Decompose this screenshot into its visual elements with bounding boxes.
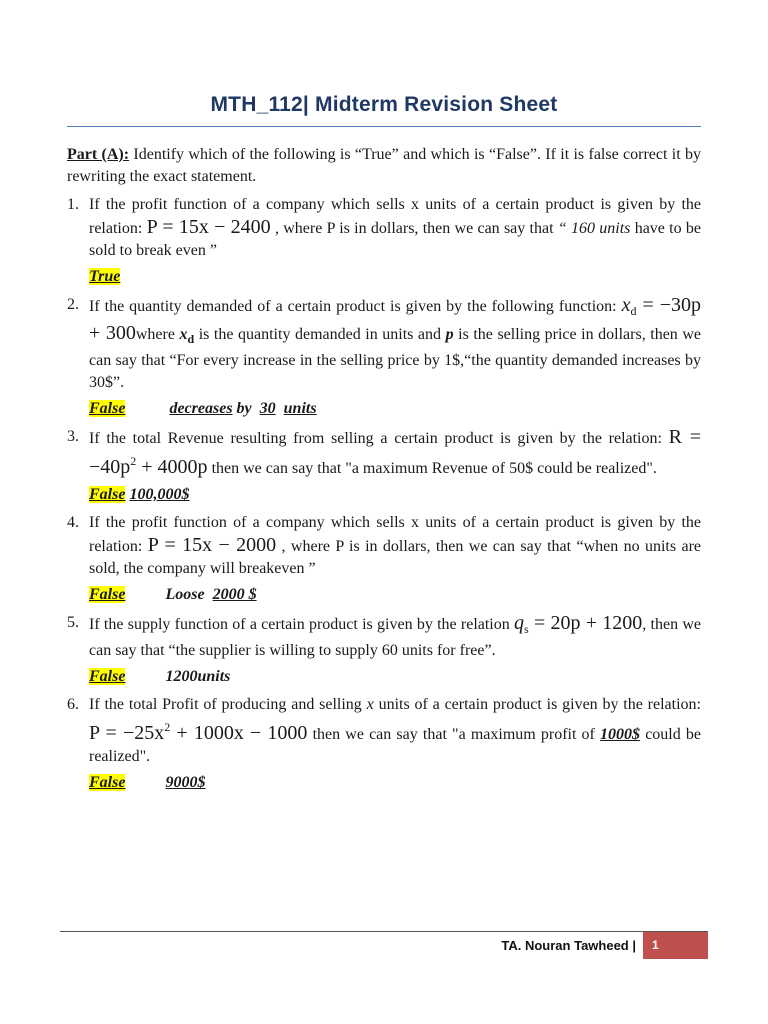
variable: x — [366, 696, 374, 713]
question-4 — [67, 512, 701, 580]
footer-author: TA. Nouran Tawheed | — [501, 938, 636, 953]
question-number: 4. — [67, 514, 79, 531]
correction-word: 2000 $ — [212, 586, 257, 603]
question-number: 5. — [67, 614, 79, 631]
correction-word: Loose — [165, 586, 205, 603]
answer-1 — [67, 266, 701, 288]
question-text: If the quantity demanded of a certain product is given by the following function: — [89, 298, 622, 315]
question-text: where — [135, 326, 180, 343]
answer-6 — [67, 772, 701, 794]
variable: x — [179, 326, 188, 343]
question-2 — [67, 294, 701, 394]
equation-part: + 1000x − 1000 — [170, 722, 308, 744]
question-number: 2. — [67, 296, 79, 313]
correction: 1200units — [165, 668, 231, 685]
answer-5 — [67, 666, 701, 688]
answer-label: False — [89, 774, 126, 791]
correction — [165, 586, 256, 603]
correction — [165, 400, 316, 417]
footer-divider — [60, 931, 708, 932]
variable-subscript: d — [187, 332, 195, 346]
question-text: If the profit function of a company which sells x units of a certain product is given by the relation: — [89, 196, 701, 237]
equation-variable: q — [514, 612, 525, 634]
question-text: If the profit function of a company which sells x units of a certain product is given by the relation: — [89, 514, 701, 555]
question-text: could be realized". — [89, 726, 701, 765]
equation-superscript: 2 — [130, 454, 137, 468]
question-emphasis: 1000$ — [600, 726, 641, 743]
document-body — [67, 144, 701, 800]
question-text: , then we can say that “the supplier is willing to supply 60 units for free”. — [89, 616, 702, 659]
correction: 100,000$ — [129, 486, 190, 503]
question-text: is the selling price in dollars, then we can say that “For every increase in the selling price by 1$,“the quantity demanded increases by 30$”. — [89, 326, 702, 391]
equation — [514, 612, 642, 634]
question-5 — [67, 612, 701, 662]
intro-label: Part (A): — [67, 146, 130, 163]
page-title: MTH_112| Midterm Revision Sheet — [210, 93, 558, 116]
equation-variable: x — [621, 294, 631, 316]
question-text: If the supply function of a certain product is given by the relation — [89, 616, 515, 633]
correction-word: units — [283, 400, 317, 417]
question-text: , where P is in dollars, then we can say that — [270, 220, 558, 237]
equation-rhs: = 20p + 1200 — [528, 612, 643, 634]
equation — [89, 722, 307, 744]
question-text: If the total Revenue resulting from selling a certain product is given by the relation: — [89, 430, 669, 447]
question-6 — [67, 694, 701, 768]
correction-word: decreases — [169, 400, 233, 417]
question-quote: “ 160 units — [557, 220, 631, 237]
correction-word: 30 — [259, 400, 276, 417]
correction: 9000$ — [165, 774, 206, 791]
variable: p — [445, 326, 454, 343]
answer-3 — [67, 484, 701, 506]
question-text: units of a certain product is given by the relation: — [373, 696, 701, 713]
intro-paragraph — [67, 144, 701, 188]
intro-text: Identify which of the following is “True” and which is “False”. If it is false correct it by rewriting the exact statement. — [67, 146, 701, 185]
equation-rhs: = −30p + 300 — [89, 294, 702, 344]
question-number: 3. — [67, 428, 79, 445]
title-divider — [67, 126, 701, 127]
equation-subscript: d — [630, 304, 637, 318]
question-text: then we can say that "a maximum profit of — [307, 726, 601, 743]
equation-superscript: 2 — [164, 720, 171, 734]
equation-part: + 4000p — [136, 456, 208, 478]
equation: P = 15x − 2000 — [147, 534, 277, 556]
question-number: 1. — [67, 196, 79, 213]
answer-label: False — [89, 586, 126, 603]
answer-label: False — [89, 486, 126, 503]
answer-label: False — [89, 400, 126, 417]
question-text: have to be sold to break even ” — [89, 220, 701, 259]
answer-label: False — [89, 668, 126, 685]
equation-part: R = −40p — [89, 426, 702, 478]
answer-4 — [67, 584, 701, 606]
answer-2 — [67, 398, 701, 420]
question-3 — [67, 426, 701, 480]
question-text: is the quantity demanded in units and — [194, 326, 446, 343]
page-number: 1 — [652, 938, 659, 952]
correction-word: by — [236, 400, 252, 417]
question-1 — [67, 194, 701, 262]
question-text: If the total Profit of producing and selling — [89, 696, 367, 713]
equation-part: P = −25x — [89, 722, 165, 744]
question-text: then we can say that "a maximum Revenue of 50$ could be realized". — [207, 460, 657, 477]
answer-label: True — [89, 268, 121, 285]
equation-subscript: s — [524, 622, 529, 636]
equation: P = 15x − 2400 — [146, 216, 271, 238]
question-number: 6. — [67, 696, 79, 713]
question-text: , where P is in dollars, then we can say that “when no units are sold, the company will breakeven ” — [89, 538, 702, 577]
